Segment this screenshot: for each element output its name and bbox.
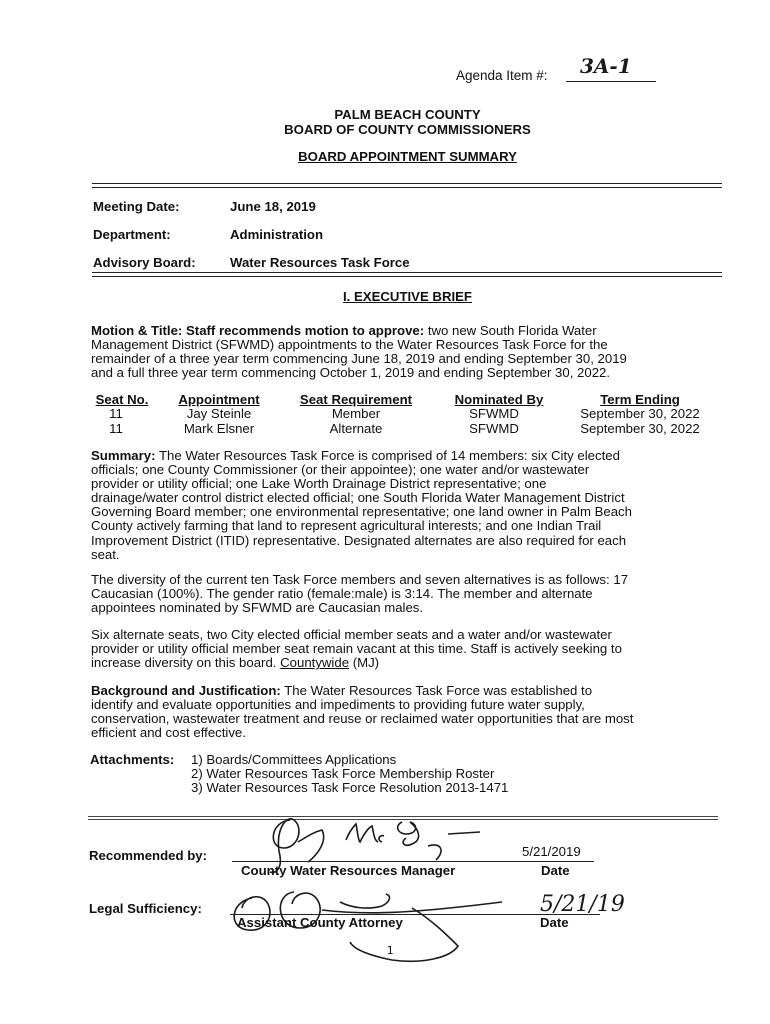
- summary-paragraph: [91, 449, 721, 562]
- row1-seat-requirement: Member: [331, 406, 381, 421]
- col-header-term-ending: Term Ending: [600, 392, 680, 407]
- agenda-item-number: 3A-1: [580, 54, 632, 78]
- agenda-item-underline: [566, 81, 656, 82]
- agenda-item-label: Agenda Item #:: [456, 68, 548, 83]
- attachment-item-1: 1) Boards/Committees Applications: [191, 752, 397, 767]
- board-name: BOARD OF COUNTY COMMISSIONERS: [284, 122, 531, 137]
- diversity-paragraph: [91, 573, 721, 615]
- recommended-by-label: Recommended by:: [89, 848, 207, 863]
- background-line-3: conservation, wastewater treatment and reuse or reclaimed water opportunities that are most: [91, 711, 634, 727]
- department-value: Administration: [230, 227, 324, 242]
- col-header-seat-requirement: Seat Requirement: [299, 392, 413, 407]
- recommended-title: County Water Resources Manager: [241, 863, 456, 878]
- vacancies-paragraph: [91, 628, 721, 670]
- vacancies-line-1: Six alternate seats, two City elected official member seats and a water and/or wastewater: [91, 627, 612, 642]
- row2-appointment: Mark Elsner: [183, 421, 255, 436]
- col-header-nominated-by: Nominated By: [454, 392, 544, 407]
- row1-appointment: Jay Steinle: [186, 406, 252, 421]
- summary-line-6: County actively farming that land to represent agricultural interests; and one Indian Trail: [91, 518, 602, 534]
- legal-sufficiency-label: Legal Sufficiency:: [89, 901, 202, 916]
- county-name: PALM BEACH COUNTY: [334, 107, 481, 122]
- department-label: Department:: [93, 227, 171, 242]
- countywide-label: Countywide: [280, 655, 350, 671]
- background-paragraph: [91, 684, 721, 740]
- attachment-item-2: 2) Water Resources Task Force Membership Roster: [191, 766, 495, 781]
- row1-seat: 11: [109, 406, 123, 421]
- attachment-item-3: 3) Water Resources Task Force Resolution 2013-1471: [191, 780, 509, 795]
- signature-attorney-stroke-3: [322, 894, 502, 913]
- page-number: 1: [386, 944, 394, 957]
- motion-line-2: Management District (SFWMD) appointments to the Water Resources Task Force for the: [91, 337, 608, 353]
- divider-mid-1: [92, 272, 722, 273]
- vacancies-text-3: increase diversity on this board.: [91, 655, 277, 671]
- background-line-1: [91, 684, 721, 698]
- advisory-board-value: Water Resources Task Force: [230, 255, 410, 270]
- diversity-line-3: appointees nominated by SFWMD are Caucasian males.: [91, 600, 424, 616]
- divider-mid-2: [92, 276, 722, 277]
- summary-line-8: seat.: [91, 546, 120, 562]
- divider-top-1: [92, 183, 722, 184]
- legal-title: Assistant County Attorney: [237, 915, 403, 930]
- background-line-4: efficient and cost effective.: [91, 725, 246, 741]
- summary-label: Summary:: [91, 448, 156, 463]
- row1-term-ending: September 30, 2022: [580, 406, 700, 421]
- col-header-appointment: Appointment: [178, 392, 260, 407]
- motion-line-4: and a full three year term commencing October 1, 2019 and ending September 30, 2022.: [91, 365, 611, 381]
- summary-line-1: [91, 449, 721, 463]
- row1-nominated-by: SFWMD: [469, 406, 519, 421]
- signature-attorney-stroke-2: [280, 892, 320, 928]
- divider-top-2: [92, 187, 722, 188]
- signature-manager: [250, 812, 510, 882]
- summary-text-1: The Water Resources Task Force is comprised of 14 members: six City elected: [158, 448, 620, 463]
- motion-paragraph: [91, 324, 721, 380]
- meeting-date-value: June 18, 2019: [230, 199, 316, 214]
- motion-line-3: remainder of a three year term commencing June 18, 2019 and ending September 30, 2019: [91, 351, 627, 367]
- motion-label: Motion & Title:: [91, 323, 183, 338]
- summary-line-3: provider or utility official; one Lake Worth Drainage District representative; one: [91, 476, 547, 492]
- signature-attorney-stroke-1: [234, 897, 270, 930]
- col-header-seat: Seat No.: [95, 392, 149, 407]
- legal-date-label: Date: [540, 915, 569, 930]
- meeting-date-label: Meeting Date:: [93, 199, 180, 214]
- background-label: Background and Justification:: [91, 683, 281, 698]
- signature-manager-stroke-2: [346, 824, 384, 842]
- motion-text-1: two new South Florida Water: [427, 323, 597, 338]
- summary-line-7: Improvement District (ITID) representative. Designated alternates are also required for each: [91, 532, 627, 548]
- signature-manager-stroke-1: [270, 819, 324, 873]
- background-line-2: identify and evaluate opportunities and impediments to providing future water supply,: [91, 697, 585, 713]
- legal-date-handwritten: 5/21/19: [540, 892, 625, 917]
- initials: (MJ): [352, 655, 380, 671]
- recommended-date: 5/21/2019: [522, 844, 581, 859]
- summary-line-5: Governing Board member; one environmental representative; one land owner in Palm Beach: [91, 504, 632, 520]
- executive-brief-heading: I. EXECUTIVE BRIEF: [343, 289, 472, 304]
- vacancies-line-2: provider or utility official member seat remain vacant at this time. Staff is actively seeking to: [91, 641, 622, 657]
- signature-attorney: [222, 880, 612, 970]
- signature-manager-stroke-3: [398, 822, 480, 860]
- row2-seat-requirement: Alternate: [329, 421, 383, 436]
- attachments-label: Attachments:: [90, 752, 175, 767]
- background-text-1: The Water Resources Task Force was established to: [284, 683, 593, 698]
- diversity-line-2: Caucasian (100%). The gender ratio (female:male) is 3:14. The member and alternate: [91, 586, 593, 602]
- diversity-line-1: The diversity of the current ten Task Force members and seven alternatives is as follows: 17: [91, 572, 629, 587]
- row2-term-ending: September 30, 2022: [580, 421, 700, 436]
- advisory-board-label: Advisory Board:: [93, 255, 196, 270]
- summary-line-4: drainage/water control district elected official; one South Florida Water Management District: [91, 490, 625, 506]
- motion-bold: Staff recommends motion to approve:: [186, 323, 425, 338]
- motion-line-1: [91, 324, 721, 338]
- signature-attorney-stroke-4: [350, 908, 458, 961]
- summary-title: BOARD APPOINTMENT SUMMARY: [298, 149, 517, 164]
- row2-seat: 11: [109, 421, 123, 436]
- row2-nominated-by: SFWMD: [469, 421, 519, 436]
- recommended-date-label: Date: [541, 863, 570, 878]
- summary-line-2: officials; one County Commissioner (or their appointee); one water and/or wastewater: [91, 462, 590, 478]
- vacancies-line-3: [91, 656, 721, 670]
